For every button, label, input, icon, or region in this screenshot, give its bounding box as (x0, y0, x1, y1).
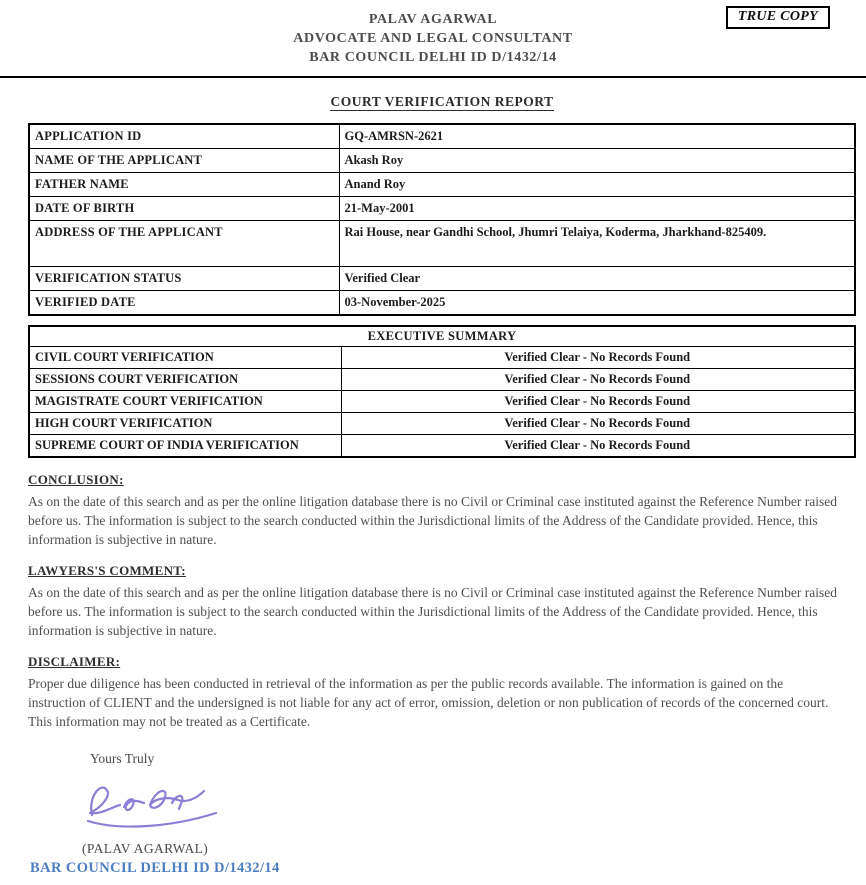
detail-label: VERIFIED DATE (29, 291, 339, 316)
disclaimer-section (28, 654, 856, 731)
table-row (29, 267, 855, 291)
detail-value: 21-May-2001 (339, 197, 855, 221)
table-row (29, 124, 855, 149)
header-divider (0, 76, 866, 78)
detail-label: FATHER NAME (29, 173, 339, 197)
table-row (29, 413, 855, 435)
table-row (29, 149, 855, 173)
summary-label: SESSIONS COURT VERIFICATION (29, 369, 341, 391)
summary-value: Verified Clear - No Records Found (341, 413, 855, 435)
summary-value: Verified Clear - No Records Found (341, 347, 855, 369)
detail-value: GQ-AMRSN-2621 (339, 124, 855, 149)
detail-label: VERIFICATION STATUS (29, 267, 339, 291)
detail-label: NAME OF THE APPLICANT (29, 149, 339, 173)
table-row (29, 291, 855, 316)
applicant-details-table (28, 123, 856, 316)
table-row (29, 435, 855, 458)
table-row (29, 197, 855, 221)
signature-ink-icon (76, 775, 236, 839)
summary-label: CIVIL COURT VERIFICATION (29, 347, 341, 369)
detail-value: Verified Clear (339, 267, 855, 291)
table-row (29, 369, 855, 391)
detail-value: Akash Roy (339, 149, 855, 173)
executive-summary-title: EXECUTIVE SUMMARY (29, 326, 855, 347)
summary-label: HIGH COURT VERIFICATION (29, 413, 341, 435)
table-row (29, 326, 855, 347)
summary-value: Verified Clear - No Records Found (341, 369, 855, 391)
conclusion-heading: CONCLUSION: (28, 472, 124, 487)
detail-label: ADDRESS OF THE APPLICANT (29, 221, 339, 267)
lawyers-comment-section (28, 563, 856, 640)
handwritten-signature (76, 775, 856, 841)
disclaimer-heading: DISCLAIMER: (28, 654, 121, 669)
signatory-name: (PALAV AGARWAL) (82, 841, 209, 856)
table-row (29, 347, 855, 369)
table-row (29, 221, 855, 267)
true-copy-label: TRUE COPY (737, 9, 818, 24)
document-content (0, 93, 866, 877)
summary-value: Verified Clear - No Records Found (341, 391, 855, 413)
detail-label: APPLICATION ID (29, 124, 339, 149)
summary-label: MAGISTRATE COURT VERIFICATION (29, 391, 341, 413)
detail-label: DATE OF BIRTH (29, 197, 339, 221)
lawyers-comment-heading: LAWYERS'S COMMENT: (28, 563, 186, 578)
summary-value: Verified Clear - No Records Found (341, 435, 855, 458)
advocate-name: PALAV AGARWAL (368, 12, 498, 27)
detail-value: Rai House, near Gandhi School, Jhumri Telaiya, Koderma, Jharkhand-825409. (339, 221, 855, 267)
true-copy-stamp (726, 6, 830, 29)
conclusion-section (28, 472, 856, 549)
advocate-title: ADVOCATE AND LEGAL CONSULTANT (293, 31, 573, 46)
detail-value: Anand Roy (339, 173, 855, 197)
table-row (29, 173, 855, 197)
lawyers-comment-body: As on the date of this search and as per the online litigation database there is no Civil or Criminal case instituted against the Reference Number raised before us. The information is subject to the search conducted within the Jurisdictional limits of the Address of the Candidate provided. Hence, this information is subjective in nature. (28, 585, 838, 638)
detail-value: 03-November-2025 (339, 291, 855, 316)
conclusion-body: As on the date of this search and as per the online litigation database there is no Civil or Criminal case instituted against the Reference Number raised before us. The information is subject to the search conducted within the Jurisdictional limits of the Address of the Candidate provided. Hence, this information is subjective in nature. (28, 494, 838, 547)
bar-council-footer: BAR COUNCIL DELHI ID D/1432/14 (30, 860, 280, 876)
executive-summary-table (28, 325, 856, 458)
disclaimer-body: Proper due diligence has been conducted in retrieval of the information as per the public records available. The information is gained on the instruction of CLIENT and the undersigned is not liable for any act of error, omission, deletion or non publication of records of the concerned court. This information may not be treated as a Certificate. (28, 676, 829, 729)
bar-council-id: BAR COUNCIL DELHI ID D/1432/14 (309, 50, 557, 65)
report-title: COURT VERIFICATION REPORT (330, 94, 554, 109)
yours-truly-text: Yours Truly (90, 751, 155, 766)
summary-label: SUPREME COURT OF INDIA VERIFICATION (29, 435, 341, 458)
table-row (29, 391, 855, 413)
